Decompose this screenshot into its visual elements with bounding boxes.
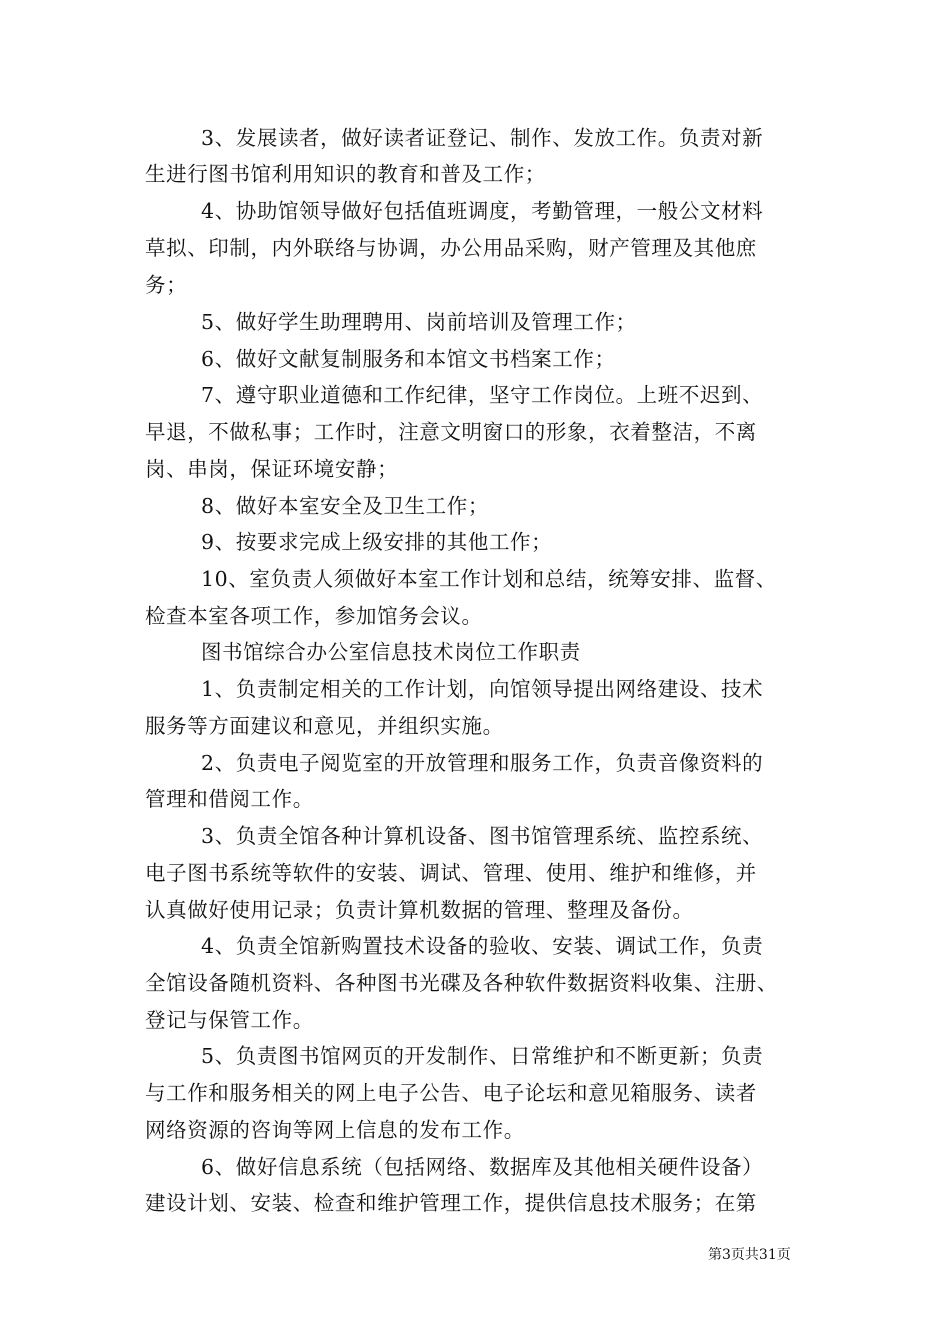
text-line: 10、室负责人须做好本室工作计划和总结，统筹安排、监督、 <box>201 567 777 591</box>
text-line: 3、发展读者，做好读者证登记、制作、发放工作。负责对新 <box>201 126 764 150</box>
text-line: 服务等方面建议和意见，并组织实施。 <box>145 714 504 738</box>
text-line: 6、做好信息系统（包括网络、数据库及其他相关硬件设备） <box>201 1155 764 1179</box>
text-line: 5、负责图书馆网页的开发制作、日常维护和不断更新；负责 <box>201 1044 764 1068</box>
text-line: 2、负责电子阅览室的开放管理和服务工作，负责音像资料的 <box>201 751 764 775</box>
text-line: 网络资源的咨询等网上信息的发布工作。 <box>145 1118 525 1142</box>
text-line: 建设计划、安装、检查和维护管理工作，提供信息技术服务；在第 <box>145 1191 757 1215</box>
page-number-footer: 第3页共31页 <box>708 1247 791 1263</box>
text-line: 岗、串岗，保证环境安静； <box>145 457 399 481</box>
text-line: 8、做好本室安全及卫生工作； <box>201 494 489 518</box>
text-line: 草拟、印制，内外联络与协调，办公用品采购，财产管理及其他庶 <box>145 236 757 260</box>
text-line: 4、协助馆领导做好包括值班调度，考勤管理，一般公文材料 <box>201 199 764 223</box>
text-line: 9、按要求完成上级安排的其他工作； <box>201 530 553 554</box>
text-line: 4、负责全馆新购置技术设备的验收、安装、调试工作，负责 <box>201 934 764 958</box>
text-line: 检查本室各项工作，参加馆务会议。 <box>145 604 483 628</box>
text-line: 1、负责制定相关的工作计划，向馆领导提出网络建设、技术 <box>201 677 764 701</box>
text-line: 电子图书系统等软件的安装、调试、管理、使用、维护和维修，并 <box>145 861 757 885</box>
text-line: 与工作和服务相关的网上电子公告、电子论坛和意见箱服务、读者 <box>145 1081 757 1105</box>
text-line: 5、做好学生助理聘用、岗前培训及管理工作； <box>201 310 637 334</box>
text-line: 早退，不做私事；工作时，注意文明窗口的形象，衣着整洁，不离 <box>145 420 757 444</box>
text-line: 生进行图书馆利用知识的教育和普及工作； <box>145 162 546 186</box>
text-line: 管理和借阅工作。 <box>145 787 314 811</box>
text-line: 7、遵守职业道德和工作纪律，坚守工作岗位。上班不迟到、 <box>201 383 764 407</box>
text-line: 全馆设备随机资料、各种图书光碟及各种软件数据资料收集、注册、 <box>145 971 778 995</box>
section-title: 图书馆综合办公室信息技术岗位工作职责 <box>201 640 581 664</box>
text-line: 3、负责全馆各种计算机设备、图书馆管理系统、监控系统、 <box>201 824 764 848</box>
text-line: 6、做好文献复制服务和本馆文书档案工作； <box>201 347 616 371</box>
text-line: 认真做好使用记录；负责计算机数据的管理、整理及备份。 <box>145 898 694 922</box>
text-line: 登记与保管工作。 <box>145 1008 314 1032</box>
text-line: 务； <box>145 273 188 297</box>
